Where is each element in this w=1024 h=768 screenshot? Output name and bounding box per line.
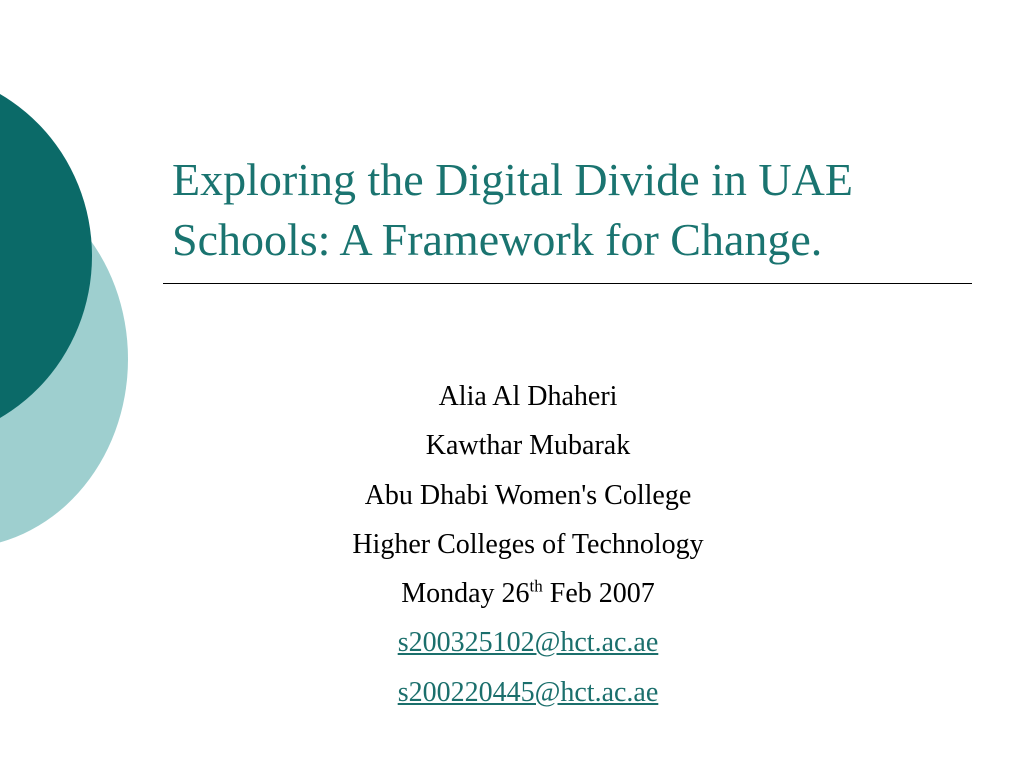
slide-title [172,150,972,270]
author-1: Alia Al Dhaheri [438,381,618,412]
date-ordinal-suffix: th [529,576,543,596]
title-line-1: Exploring the Digital Divide in UAE [172,154,853,205]
presentation-date [250,569,806,618]
institution: Abu Dhabi Women's College [364,479,692,511]
title-line-2: Schools: A Framework for Change. [172,214,823,265]
email-link-2[interactable]: s200220445@hct.ac.ae [397,676,659,708]
email-link-1[interactable]: s200325102@hct.ac.ae [397,627,659,659]
date-prefix: Monday 26 [401,578,530,610]
title-underline [163,283,972,284]
organization: Higher Colleges of Technology [352,528,704,560]
email-line-2 [250,668,806,717]
email-line-1 [250,618,806,667]
date-rest: Feb 2007 [542,578,655,610]
author-2: Kawthar Mubarak [425,430,631,462]
slide-body [250,372,806,717]
